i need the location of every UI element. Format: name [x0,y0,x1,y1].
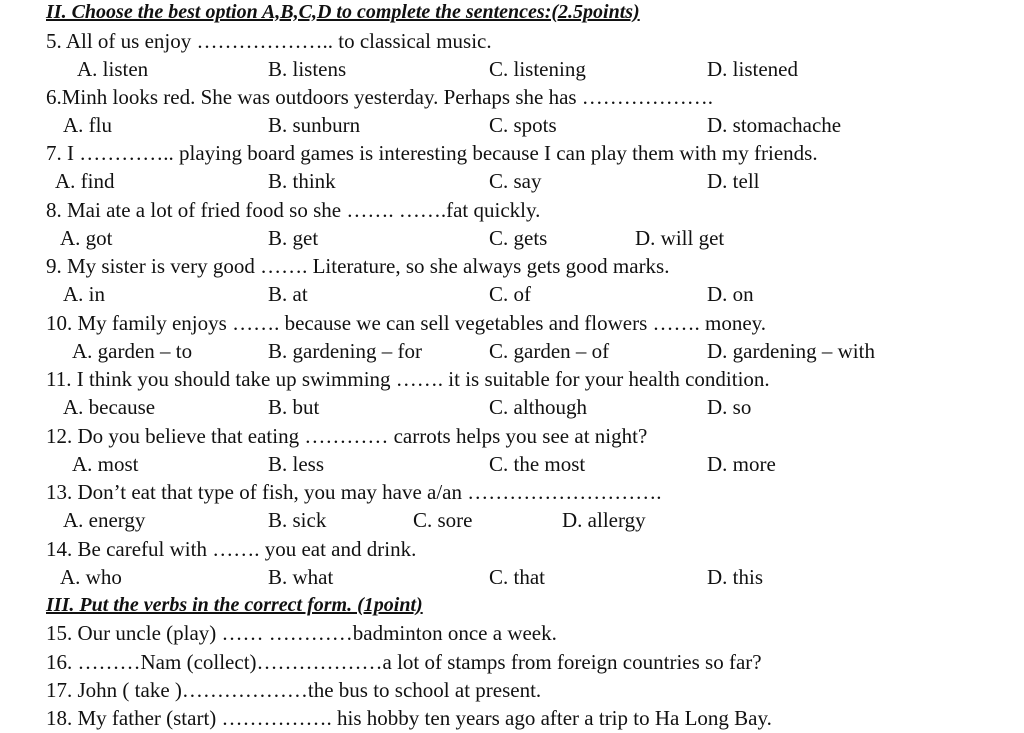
question-8: 8. Mai ate a lot of fried food so she ……. …….fat quickly. [46,198,541,222]
q8-option-a: A. got [60,226,113,250]
q9-option-a: A. in [63,282,105,306]
question-16: 16. ………Nam (collect)………………a lot of stamps from foreign countries so far? [46,650,762,674]
question-9: 9. My sister is very good ……. Literature, so she always gets good marks. [46,254,670,278]
section-3-heading: III. Put the verbs in the correct form. (1point) [46,594,423,616]
question-15: 15. Our uncle (play) …… …………badminton once a week. [46,621,557,645]
q7-option-b: B. think [268,169,336,193]
q12-option-b: B. less [268,452,325,476]
q8-option-c: C. gets [489,226,548,250]
q9-option-b: B. at [268,282,308,306]
question-18: 18. My father (start) ……………. his hobby ten years ago after a trip to Ha Long Bay. [46,706,772,730]
q9-option-c: C. of [489,282,531,306]
q10-option-c: C. garden – of [489,339,610,363]
question-7: 7. I ………….. playing board games is interesting because I can play them with my friends. [46,141,818,165]
question-11: 11. I think you should take up swimming ……. it is suitable for your health condition. [46,367,770,391]
question-13: 13. Don’t eat that type of fish, you may have a/an ………………………. [46,480,662,504]
q12-option-d: D. more [707,452,776,476]
q6-option-c: C. spots [489,113,557,137]
q10-option-a: A. garden – to [72,339,193,363]
q14-option-b: B. what [268,565,334,589]
q6-option-d: D. stomachache [707,113,842,137]
q11-option-b: B. but [268,395,320,419]
question-10: 10. My family enjoys ……. because we can sell vegetables and flowers ……. money. [46,311,767,335]
q5-option-b: B. listens [268,57,347,81]
q7-option-c: C. say [489,169,542,193]
q10-option-d: D. gardening – with [707,339,875,363]
question-12: 12. Do you believe that eating ………… carrots helps you see at night? [46,424,648,448]
q11-option-c: C. although [489,395,587,419]
q13-option-c: C. sore [413,508,473,532]
q14-option-a: A. who [60,565,122,589]
q13-option-b: B. sick [268,508,327,532]
q14-option-d: D. this [707,565,764,589]
q5-option-c: C. listening [489,57,586,81]
q9-option-d: D. on [707,282,754,306]
q6-option-b: B. sunburn [268,113,361,137]
q12-option-a: A. most [72,452,139,476]
question-17: 17. John ( take )………………the bus to school at present. [46,678,542,702]
q8-option-d: D. will get [635,226,725,250]
q11-option-a: A. because [63,395,156,419]
section-2-heading: II. Choose the best option A,B,C,D to complete the sentences:(2.5points) [46,1,640,23]
q5-option-a: A. listen [77,57,149,81]
q10-option-b: B. gardening – for [268,339,422,363]
q7-option-d: D. tell [707,169,760,193]
question-6: 6.Minh looks red. She was outdoors yesterday. Perhaps she has ………………. [46,85,714,109]
q6-option-a: A. flu [63,113,112,137]
q11-option-d: D. so [707,395,752,419]
q13-option-d: D. allergy [562,508,646,532]
q8-option-b: B. get [268,226,319,250]
q13-option-a: A. energy [63,508,146,532]
question-5: 5. All of us enjoy ……………….. to classical music. [46,29,492,53]
q12-option-c: C. the most [489,452,586,476]
q7-option-a: A. find [55,169,115,193]
q5-option-d: D. listened [707,57,798,81]
question-14: 14. Be careful with ……. you eat and drink. [46,537,417,561]
q14-option-c: C. that [489,565,545,589]
